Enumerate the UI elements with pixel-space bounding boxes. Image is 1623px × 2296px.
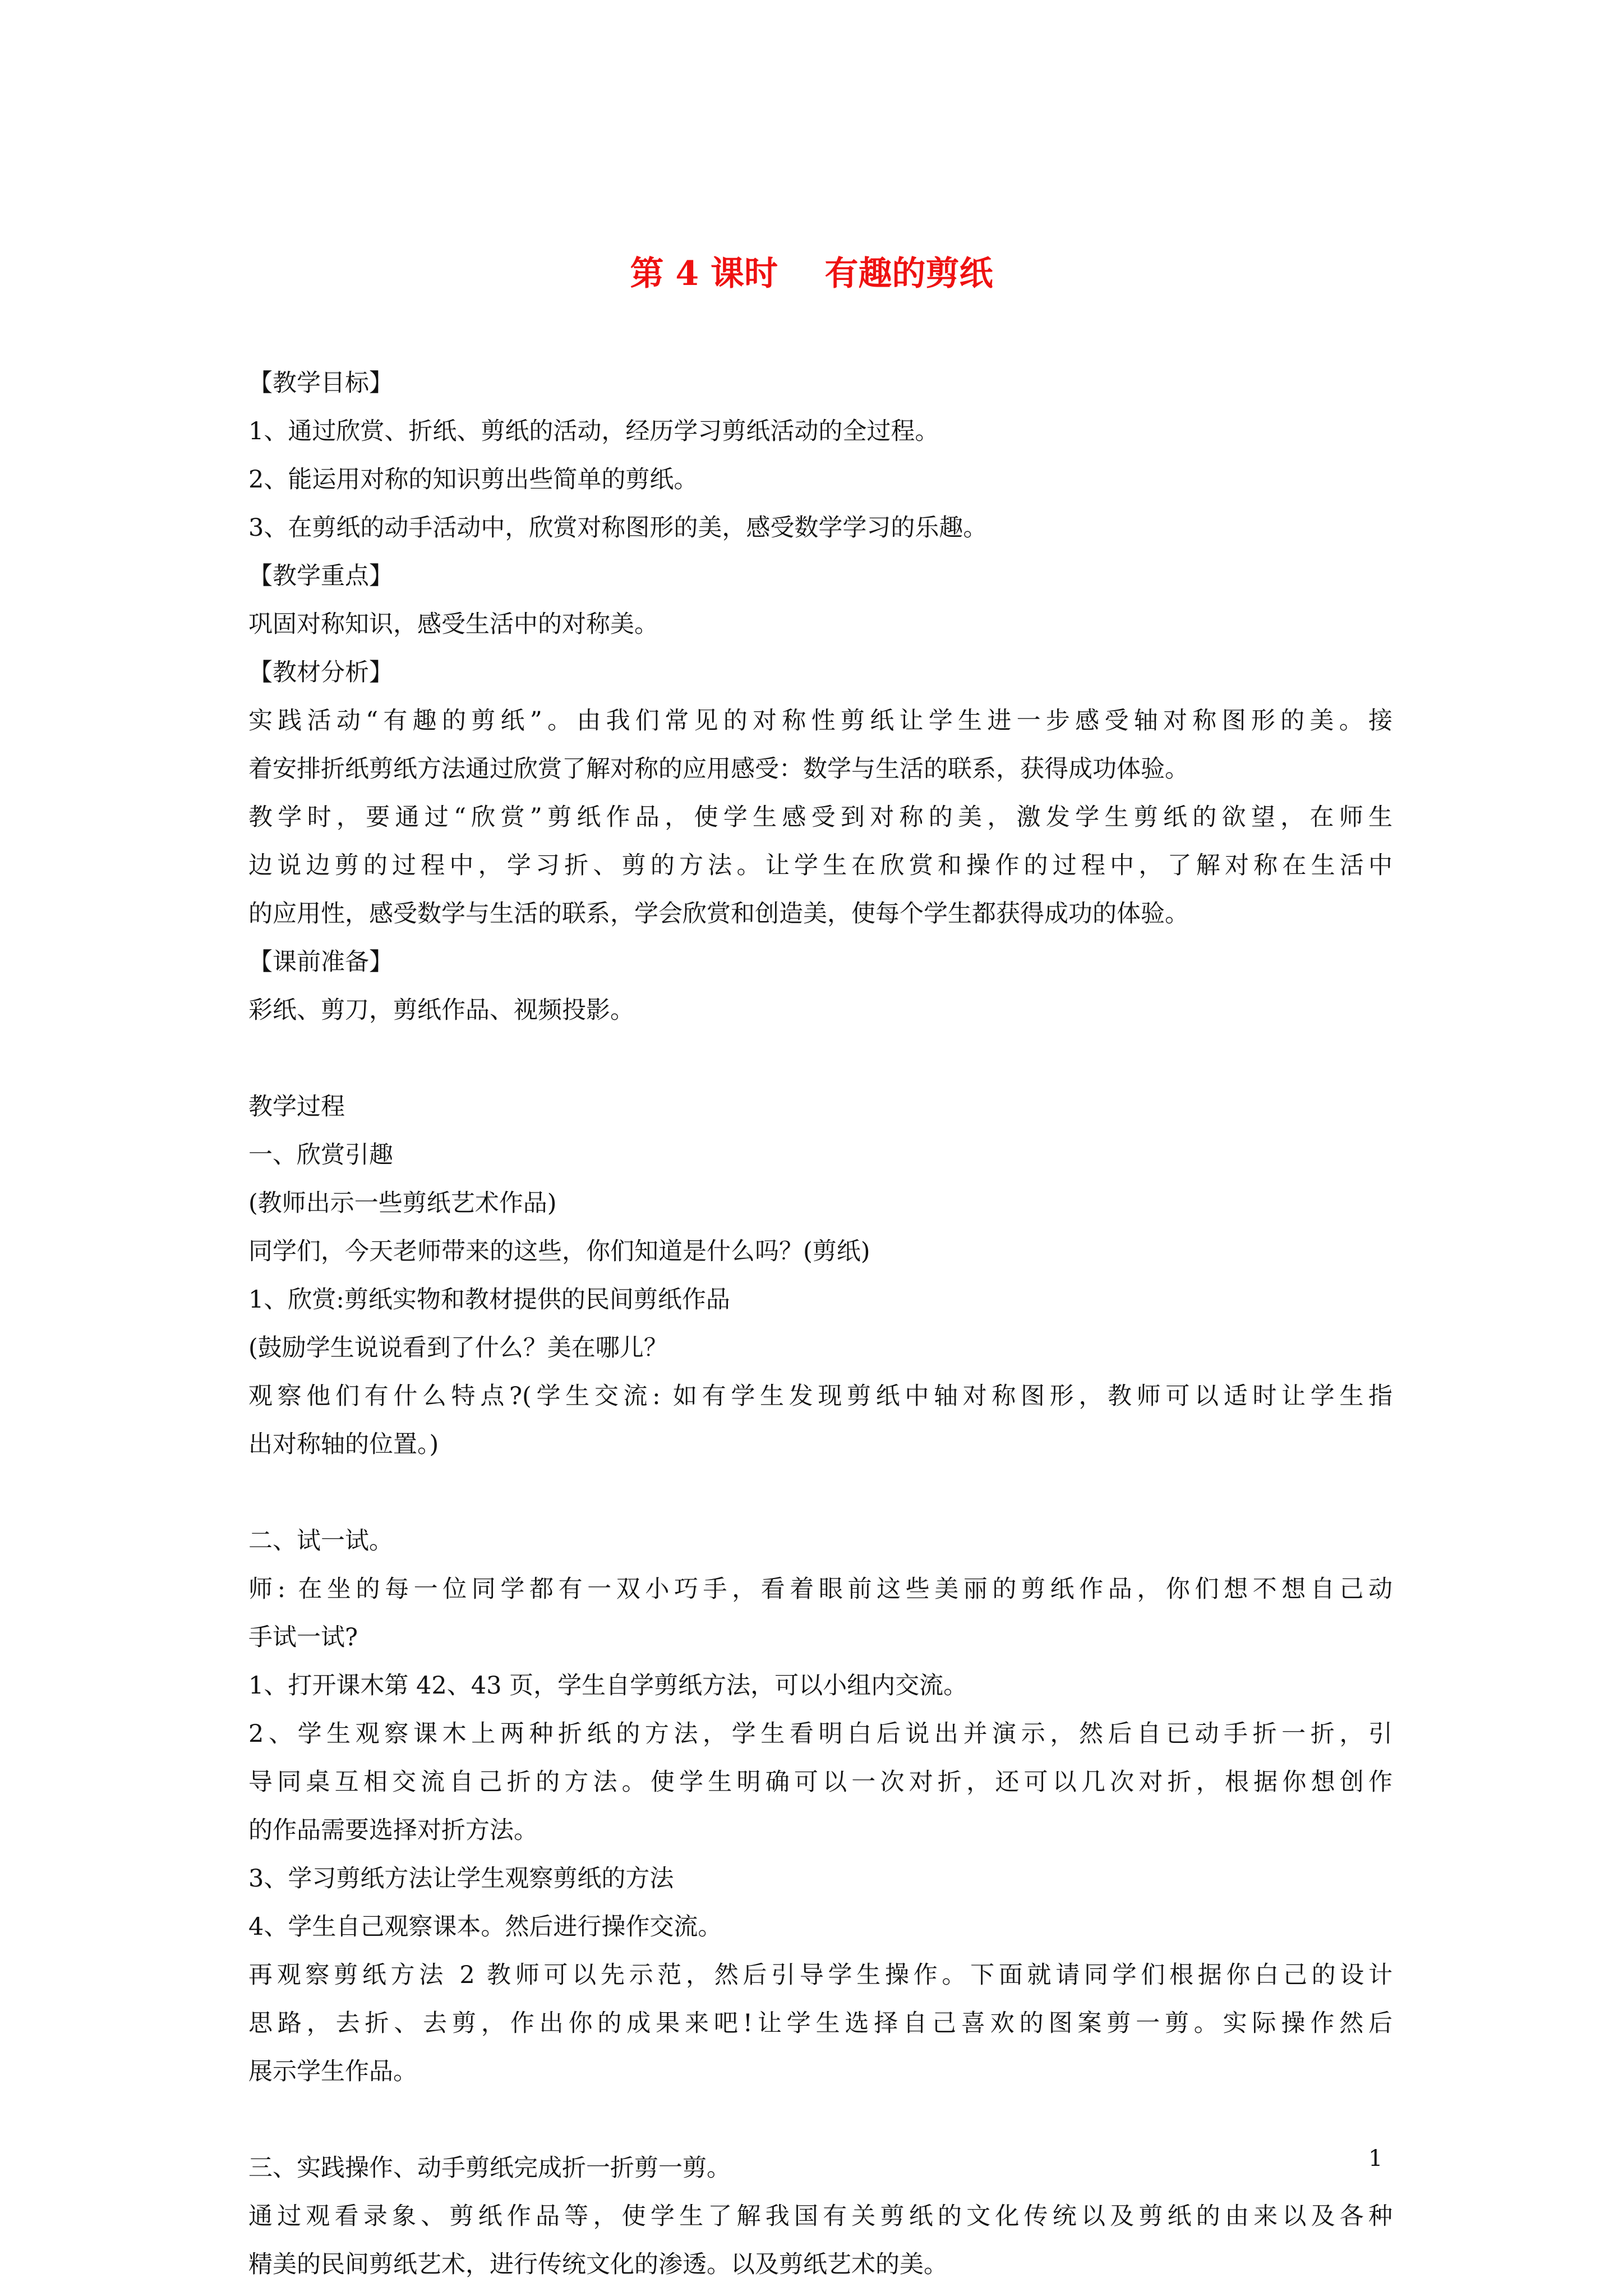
part-two-line: 手试一试? <box>248 1623 358 1651</box>
goal-item-1: 1、通过欣赏、折纸、剪纸的活动，经历学习剪纸活动的全过程。 <box>248 417 939 445</box>
part-one-heading: 一、欣赏引趣 <box>248 1141 393 1169</box>
part-three-line: 通过观看录象、剪纸作品等，使学生了解我国有关剪纸的文化传统以及剪纸的由来以及各种 <box>248 2202 1393 2230</box>
preparation-text: 彩纸、剪刀，剪纸作品、视频投影。 <box>248 996 634 1024</box>
part-two-line: 1、打开课木第 42、43 页，学生自学剪纸方法，可以小组内交流。 <box>248 1672 968 1700</box>
blank-line <box>248 1034 1393 1083</box>
part-two-line: 4、学生自己观察课本。然后进行操作交流。 <box>248 1913 722 1941</box>
material-analysis-line: 教学时，要通过“欣赏”剪纸作品，使学生感受到对称的美，激发学生剪纸的欲望，在师生 <box>248 803 1393 831</box>
part-two-heading: 二、试一试。 <box>248 1527 393 1555</box>
part-one-line: 同学们，今天老师带来的这些，你们知道是什么吗？(剪纸) <box>248 1237 870 1266</box>
material-analysis-line: 边说边剪的过程中，学习折、剪的方法。让学生在欣赏和操作的过程中，了解对称在生活中 <box>248 852 1393 880</box>
material-analysis-line: 实践活动“有趣的剪纸”。由我们常见的对称性剪纸让学生进一步感受轴对称图形的美。接 <box>248 707 1393 735</box>
section-heading-material-analysis: 【教材分析】 <box>248 659 393 687</box>
section-heading-teaching-goals: 【教学目标】 <box>248 369 393 397</box>
goal-item-3: 3、在剪纸的动手活动中，欣赏对称图形的美，感受数学学习的乐趣。 <box>248 514 988 542</box>
part-two-line: 展示学生作品。 <box>248 2058 417 2086</box>
part-two-line: 3、学习剪纸方法让学生观察剪纸的方法 <box>248 1865 674 1893</box>
part-one-line: (教师出示一些剪纸艺术作品) <box>248 1189 557 1217</box>
part-two-line: 再观察剪纸方法 2 教师可以先示范，然后引导学生操作。下面就请同学们根据你白己的设计 <box>248 1961 1393 1989</box>
part-two-line: 2、学生观察课木上两种折纸的方法，学生看明白后说出并演示，然后自已动手折一折，引 <box>248 1720 1393 1748</box>
goal-item-2: 2、能运用对称的知识剪出些简单的剪纸。 <box>248 466 698 494</box>
part-one-line: 1、欣赏:剪纸实物和教材提供的民间剪纸作品 <box>248 1286 730 1314</box>
part-three-heading: 三、实践操作、动手剪纸完成折一折剪一剪。 <box>248 2154 731 2182</box>
part-one-line: 观察他们有什么特点?(学生交流: 如有学生发现剪纸中轴对称图形，教师可以适时让学生指 <box>248 1382 1393 1410</box>
document-body <box>248 359 1393 2289</box>
section-heading-key-points: 【教学重点】 <box>248 562 393 590</box>
teaching-process-heading: 教学过程 <box>248 1093 345 1121</box>
part-one-line: 出对称轴的位置。) <box>248 1430 439 1458</box>
part-two-line: 师: 在坐的每一位同学都有一双小巧手，看着眼前这些美丽的剪纸作品，你们想不想自己动 <box>248 1575 1393 1603</box>
key-points-text: 巩固对称知识，感受生活中的对称美。 <box>248 610 658 638</box>
blank-line <box>248 1469 1393 1517</box>
part-one-line: (鼓励学生说说看到了什么？美在哪儿？ <box>248 1334 668 1362</box>
blank-line <box>248 2096 1393 2144</box>
page-number: 1 <box>1368 2146 1383 2171</box>
material-analysis-line: 着安排折纸剪纸方法通过欣赏了解对称的应用感受：数学与生活的联系，获得成功体验。 <box>248 755 1189 783</box>
part-three-line: 精美的民间剪纸艺术，进行传统文化的渗透。以及剪纸艺术的美。 <box>248 2251 948 2279</box>
section-heading-preparation: 【课前准备】 <box>248 948 393 976</box>
part-two-line: 思路，去折、去剪，作出你的成果来吧!让学生选择自己喜欢的图案剪一剪。实际操作然后 <box>248 2009 1393 2037</box>
material-analysis-line: 的应用性，感受数学与生活的联系，学会欣赏和创造美，使每个学生都获得成功的体验。 <box>248 900 1189 928</box>
document-title: 第 4 课时 有趣的剪纸 <box>630 254 993 293</box>
part-two-line: 导同桌互相交流自己折的方法。使学生明确可以一次对折，还可以几次对折，根据你想创作 <box>248 1768 1393 1796</box>
part-two-line: 的作品需要选择对折方法。 <box>248 1816 538 1844</box>
